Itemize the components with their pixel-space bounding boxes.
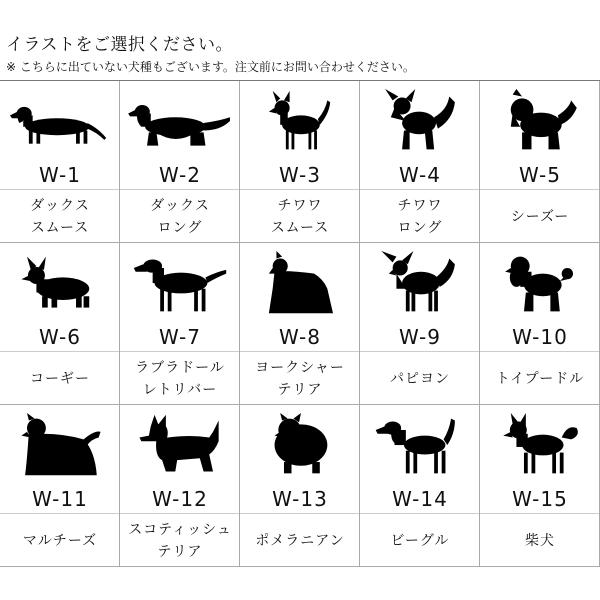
divider: [480, 351, 599, 352]
option-code: W-4: [399, 163, 441, 187]
illustration-option-w3[interactable]: [240, 81, 360, 243]
breed-name: コーギー: [30, 371, 90, 387]
option-code: W-5: [519, 163, 561, 187]
illustration-option-w9[interactable]: [360, 243, 480, 405]
breed-name: トイプードル: [495, 371, 585, 387]
divider: [0, 189, 119, 190]
beagle-silhouette-icon: [368, 413, 472, 479]
illustration-option-w8[interactable]: [240, 243, 360, 405]
divider: [240, 351, 359, 352]
illustration-option-w11[interactable]: [0, 405, 120, 567]
illustration-option-w15[interactable]: [480, 405, 600, 567]
dachshund-smooth-silhouette-icon: [8, 89, 112, 155]
yorkshire-terrier-silhouette-icon: [248, 251, 352, 317]
divider: [480, 513, 599, 514]
option-code: W-8: [279, 325, 321, 349]
illustration-option-w5[interactable]: [480, 81, 600, 243]
page-title: イラストをご選択ください。: [6, 35, 233, 55]
option-code: W-11: [32, 487, 88, 511]
breed-name: ダックス ロング: [150, 198, 210, 236]
divider: [240, 513, 359, 514]
option-code: W-13: [272, 487, 328, 511]
option-code: W-7: [159, 325, 201, 349]
option-code: W-15: [512, 487, 568, 511]
breed-name: ポメラニアン: [255, 533, 345, 549]
chihuahua-long-silhouette-icon: [368, 89, 472, 155]
breed-name: ダックス スムース: [30, 198, 90, 236]
breed-name: チワワ スムース: [270, 198, 330, 236]
illustration-option-w12[interactable]: [120, 405, 240, 567]
illustration-option-w14[interactable]: [360, 405, 480, 567]
illustration-option-w4[interactable]: [360, 81, 480, 243]
divider: [0, 513, 119, 514]
illustration-option-w10[interactable]: [480, 243, 600, 405]
maltese-silhouette-icon: [8, 413, 112, 479]
divider: [360, 513, 479, 514]
divider: [240, 189, 359, 190]
divider: [120, 351, 239, 352]
illustration-option-w7[interactable]: [120, 243, 240, 405]
option-code: W-12: [152, 487, 208, 511]
breed-name: パピヨン: [390, 371, 450, 387]
illustration-option-w6[interactable]: [0, 243, 120, 405]
dachshund-long-silhouette-icon: [128, 89, 232, 155]
option-code: W-10: [512, 325, 568, 349]
option-code: W-14: [392, 487, 448, 511]
option-code: W-1: [39, 163, 81, 187]
option-code: W-2: [159, 163, 201, 187]
divider: [0, 351, 119, 352]
toy-poodle-silhouette-icon: [488, 251, 592, 317]
divider: [360, 351, 479, 352]
breed-name: スコティッシュ テリア: [128, 522, 232, 560]
corgi-silhouette-icon: [8, 251, 112, 317]
divider: [480, 189, 599, 190]
scottish-terrier-silhouette-icon: [128, 413, 232, 479]
option-code: W-6: [39, 325, 81, 349]
breed-name: チワワ ロング: [397, 198, 443, 236]
illustration-grid: [0, 80, 600, 600]
breed-name: ヨークシャー テリア: [255, 360, 345, 398]
breed-name: ビーグル: [390, 533, 450, 549]
divider: [360, 189, 479, 190]
pomeranian-silhouette-icon: [248, 413, 352, 479]
divider: [120, 513, 239, 514]
shih-tzu-silhouette-icon: [488, 89, 592, 155]
breed-name: マルチーズ: [22, 533, 98, 549]
shiba-silhouette-icon: [488, 413, 592, 479]
illustration-option-w13[interactable]: [240, 405, 360, 567]
divider: [120, 189, 239, 190]
labrador-silhouette-icon: [128, 251, 232, 317]
chihuahua-smooth-silhouette-icon: [248, 89, 352, 155]
papillon-silhouette-icon: [368, 251, 472, 317]
illustration-option-w1[interactable]: [0, 81, 120, 243]
illustration-option-w2[interactable]: [120, 81, 240, 243]
option-code: W-3: [279, 163, 321, 187]
option-code: W-9: [399, 325, 441, 349]
notice-text: ※ こちらに出ていない犬種もございます。注文前にお問い合わせください。: [6, 60, 415, 74]
breed-name: シーズー: [510, 209, 570, 225]
breed-name: ラブラドール レトリバー: [135, 360, 225, 398]
breed-name: 柴犬: [525, 533, 555, 549]
